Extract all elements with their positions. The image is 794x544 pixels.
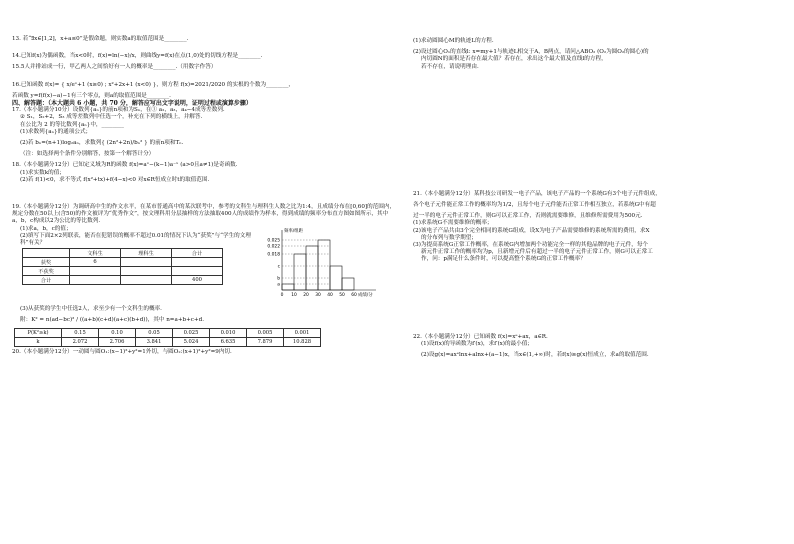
table-cell: 6 — [70, 258, 121, 267]
critical-value-cell: 5.024 — [173, 338, 210, 347]
question-21: 21.（本小题满分12分）某科技公司研发一电子产品，该电子产品的一个系统G有3个电子元件组成， — [413, 190, 661, 197]
table-row — [15, 329, 321, 338]
critical-value-cell: 7.879 — [247, 338, 284, 347]
table-cell — [172, 267, 223, 276]
question-18-part2: (2)若 f(1)<0，求不等式 f(x²+tx)+f(4−x)<0 对x∈R恒成立时t的取值范围. — [20, 176, 210, 183]
table-cell — [70, 267, 121, 276]
chi-square-formula: 附：K² = n(ad−bc)² / ((a+b)(c+d)(a+c)(b+d))，其中 n=a+b+c+d. — [20, 316, 204, 323]
y-axis-label: 频率/组距 — [284, 228, 304, 234]
y-tick-label: a — [277, 282, 280, 288]
critical-value-table — [14, 328, 321, 347]
critical-value-header-cell: 0.15 — [62, 329, 99, 338]
question-17: 17.（本小题满分10分）设数列{aₙ}的前n项和为Sₙ，在① a₂，a₃，a₄−4成等差数列. — [12, 107, 225, 114]
histogram-bar — [294, 254, 306, 290]
critical-value-cell: k — [15, 338, 62, 347]
question-17-options: ② S₁，S₂+2，S₃ 成等差数列中任选一个，补充在下列的横线上，并解答. — [20, 114, 203, 121]
question-18-part1: (1)求实数k的值； — [20, 169, 65, 176]
question-19-body — [12, 226, 396, 306]
table-cell — [172, 258, 223, 267]
question-21-part3: (3)为提高系统G正常工作概率，在系统G内增加两个功能完全一样的其他品牌的电子元件，每个 — [413, 242, 649, 249]
histogram-bar — [318, 240, 330, 290]
histogram-bar — [306, 246, 318, 290]
left-column — [12, 36, 396, 356]
critical-value-header-cell: 0.025 — [173, 329, 210, 338]
critical-value-cell: 6.635 — [210, 338, 247, 347]
question-21-line2: 各个电子元件能正常工作的概率均为1/2，且每个电子元件能否正常工作相互独立，若系统G中有超 — [413, 202, 656, 209]
contingency-header-row — [23, 249, 223, 258]
question-17-part1: (1)求数列{aₙ}的通项公式； — [20, 128, 92, 135]
x-tick-label: 40 — [327, 292, 333, 298]
critical-value-cell: 2.706 — [99, 338, 136, 347]
histogram-container — [252, 226, 392, 306]
histogram-bar — [342, 278, 354, 290]
critical-value-header-cell: 0.001 — [284, 329, 321, 338]
table-cell: 400 — [172, 276, 223, 285]
table-cell — [121, 276, 172, 285]
histogram-bar — [282, 284, 294, 290]
right-column — [413, 38, 785, 359]
question-22-part1: (1)设f(x)的导函数为f′(x)，求f′(x)的最小值； — [421, 340, 533, 347]
question-17-premise: 在公比为 2 的等比数列{aₙ}中，________ — [20, 121, 124, 128]
question-21-part2-cont: 的分布列与数学期望； — [421, 234, 477, 241]
question-21-part3-cont: 新元件正常工作的概率均为p，且新增元件后有超过一半的电子元件正常工作，则G可以正常工 — [421, 249, 653, 256]
question-21-part2: (2)该电子产品共由3个完全相同的系统G组成，设X为电子产品需要维修的系统所需的费用，求X — [413, 227, 650, 234]
question-19-part3: (3)从获奖的学生中任选2人，求至少有一个文科生的概率. — [20, 305, 162, 312]
critical-value-cell: 10.828 — [284, 338, 321, 347]
table-row — [15, 338, 321, 347]
contingency-header-cell: 合计 — [172, 249, 223, 258]
y-tick-label: 0.025 — [267, 238, 280, 244]
table-cell: 获奖 — [23, 258, 70, 267]
table-cell: 不获奖 — [23, 267, 70, 276]
histogram-bar — [330, 266, 342, 290]
question-20-part1: (1)求动圆圆心M的轨迹L的方程. — [413, 38, 494, 44]
question-15: 15.5人并排站成一行，甲乙两人之间恰好有一人的概率是________.（用数字作答） — [12, 64, 217, 71]
x-tick-label: 60 — [351, 292, 357, 298]
x-tick-label: 0 — [280, 292, 284, 298]
critical-value-header-cell: 0.10 — [99, 329, 136, 338]
question-16-part2: 若函数 y=f(f(x)−a)−1有三个零点，则a的取值范围是________. — [12, 92, 171, 99]
x-tick-label: 30 — [315, 292, 321, 298]
table-row — [23, 276, 223, 285]
table-cell — [70, 276, 121, 285]
x-tick-label: 20 — [303, 292, 309, 298]
table-cell — [121, 267, 172, 276]
x-tick-label: 50 — [339, 292, 345, 298]
y-tick-label: b — [277, 276, 280, 282]
y-tick-label: c — [277, 264, 280, 270]
contingency-header-cell — [23, 249, 70, 258]
question-22-part2: (2)设g(x)=axᵉlnx+alnx+(a−1)x，当x∈(1,+∞)时，若f(x)≥g(x)恒成立，求a的取值范围. — [421, 352, 649, 359]
question-20: 20.（本小题满分12分）一动圆与圆O₁:(x−1)²+y²=1外切，与圆O₂:(x+1)²+y²=9内切. — [12, 349, 232, 356]
question-17-part2: (2)若 bₙ=(n+1)log₂aₙ，求数列{ (2n²+2n)/bₙ² } 的前n项和Tₙ. — [20, 140, 184, 147]
question-19-part1: (1)求a，b，c的值； — [20, 225, 72, 232]
question-14: 14.已知f(x)为偶函数，当x<0时，f(x)=ln(−x)/x，则曲线y=f(x)在点(1,0)处的切线方程是________. — [12, 53, 263, 60]
section-four-heading: 四、解答题：（本大题共 6 小题，共 70 分，解答应写出文字说明，证明过程或演算步骤） — [12, 100, 252, 108]
question-22: 22.（本小题满分12分）已知函数 f(x)=xᵉ+ax，a∈R. — [413, 333, 548, 340]
critical-value-header-cell: 0.005 — [247, 329, 284, 338]
x-tick-label: 10 — [291, 292, 297, 298]
table-row — [23, 267, 223, 276]
question-19: 19.（本小题满分12分）为调研高中生的作文水平，在某市普通高中的某次联考中，参考的文科生与理科生人数之比为1:4，且成绩分布在[0,60]的范围内，规定分数在50以上(含50)的作文被评为“优秀作文”，按文理科用分层抽样的方法抽取400人的成绩作为样本，得到成绩的频率分布直方图如图所示，其中a，b，c构成以2为公比的等比数列. — [12, 204, 396, 225]
question-21-line3: 过一半的电子元件正常工作，则G可以正常工作，否则就需要维修，且维修所需费用为500元. — [413, 213, 643, 220]
contingency-table — [22, 248, 223, 285]
critical-value-header-cell: P(K²≥k) — [15, 329, 62, 338]
question-19-part2: (2)填写下面2×2列联表，能否在犯错误的概率不超过0.01的情况下认为“获奖”与“学生的文理科”有关？ — [20, 232, 251, 247]
question-18: 18.（本小题满分12分）已知定义域为R的函数 f(x)=aˣ−(k−1)a⁻ˣ (a>0且a≠1)是奇函数. — [12, 162, 238, 169]
question-21-part1: (1)求系统G不需要维修的概率； — [413, 220, 493, 227]
table-row — [23, 258, 223, 267]
question-20-part2: (2)设过圆心O₁的直线l: x=my+1与轨迹L相交于A，B两点，请问△ABO₂ (O₂为圆O₂的圆心)的 — [413, 49, 649, 56]
x-axis-label: 成绩/分 — [358, 292, 373, 298]
table-cell — [121, 258, 172, 267]
contingency-header-cell: 理科生 — [121, 249, 172, 258]
question-16: 16.已知函数 f(x)= { x/eˣ+1 (x≥0) ; x²+2x+1 (x<0) }，则方程 f(x)=2021/2020 的实根的个数为________， — [12, 81, 295, 88]
critical-value-header-cell: 0.010 — [210, 329, 247, 338]
contingency-header-cell: 文科生 — [70, 249, 121, 258]
question-19-text-block — [12, 226, 252, 286]
question-13: 13. 若“∃x∈[1,2]，x+a≤0”是假命题，则实数a的取值范围是________. — [12, 36, 189, 42]
question-20-part2-cont: 内切圆N的面积是否存在最大值？若存在，求出这个最大值及直线l的方程， — [421, 56, 607, 63]
y-tick-label: 0.018 — [267, 252, 280, 258]
critical-value-header-cell: 0.05 — [136, 329, 173, 338]
question-20-part2-end: 若不存在，请说明理由. — [421, 63, 479, 70]
critical-value-cell: 3.841 — [136, 338, 173, 347]
critical-value-cell: 2.072 — [62, 338, 99, 347]
y-tick-label: 0.022 — [267, 244, 280, 250]
histogram-chart — [252, 226, 392, 306]
question-17-note: （注：如选择两个条件分别解答，按第一个解答计分） — [20, 151, 155, 158]
table-cell: 合计 — [23, 276, 70, 285]
question-21-part3-end: 作，问：p满足什么条件时，可以提高整个系统G的正常工作概率？ — [421, 256, 586, 263]
